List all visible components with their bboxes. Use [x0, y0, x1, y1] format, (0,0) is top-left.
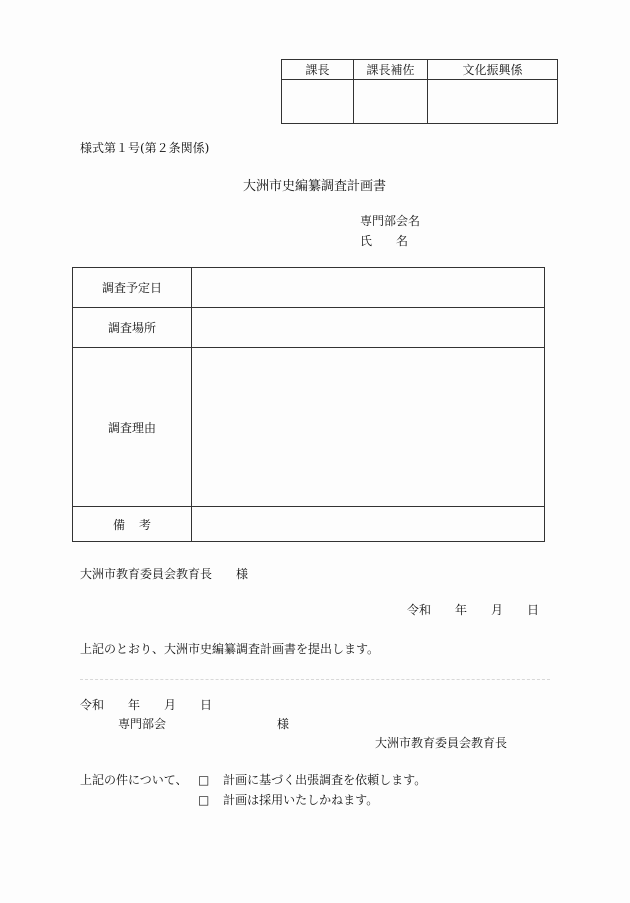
table-row: [73, 348, 545, 507]
option-decline-label: 計画は採用いたしかねます。: [223, 793, 379, 807]
survey-date-field[interactable]: [192, 268, 545, 308]
approval-stamp-cell-culture-unit: [428, 80, 558, 124]
approval-header-culture-unit: 文化振興係: [428, 60, 558, 80]
submission-statement: 上記のとおり、大洲市史編纂調査計画書を提出します。: [80, 642, 380, 656]
survey-plan-table: [72, 267, 545, 542]
approval-header-section-chief: 課長: [282, 60, 354, 80]
form-number: 様式第１号(第２条関係): [80, 141, 210, 155]
approval-stamp-cell-deputy-chief: [354, 80, 428, 124]
survey-reason-field[interactable]: [192, 348, 545, 507]
remarks-label-cell: [73, 507, 192, 542]
remarks-label: 備考: [112, 517, 165, 532]
table-row: [73, 268, 545, 308]
survey-reason-label: 調査理由: [73, 348, 192, 507]
reply-date: 令和 年 月 日: [80, 698, 213, 712]
survey-date-label: 調査予定日: [73, 268, 192, 308]
reply-sender: 大洲市教育委員会教育長: [375, 736, 508, 750]
option-request-label: 計画に基づく出張調査を依頼します。: [223, 773, 427, 787]
reply-recipient: 専門部会: [118, 717, 167, 731]
approval-stamp-table: [281, 59, 558, 124]
reply-honorific: 様: [277, 717, 290, 731]
divider: [80, 679, 550, 680]
checkbox-request-survey[interactable]: □: [198, 773, 210, 787]
table-row: [73, 308, 545, 348]
survey-location-label: 調査場所: [73, 308, 192, 348]
applicant-name-label: 氏 名: [360, 234, 409, 248]
reply-intro: 上記の件について、: [80, 773, 188, 787]
document-title: 大洲市史編纂調査計画書: [243, 179, 387, 194]
table-row: [73, 507, 545, 542]
remarks-field[interactable]: [192, 507, 545, 542]
approval-stamp-cell-section-chief: [282, 80, 354, 124]
section-name-label: 専門部会名: [360, 214, 421, 228]
approval-header-deputy-chief: 課長補佐: [354, 60, 428, 80]
addressee: 大洲市教育委員会教育長 様: [80, 567, 249, 581]
option-decline-row: [198, 791, 378, 808]
submission-date: 令和 年 月 日: [407, 603, 540, 617]
option-request-row: [198, 771, 426, 788]
survey-location-field[interactable]: [192, 308, 545, 348]
checkbox-decline-plan[interactable]: □: [198, 793, 210, 807]
